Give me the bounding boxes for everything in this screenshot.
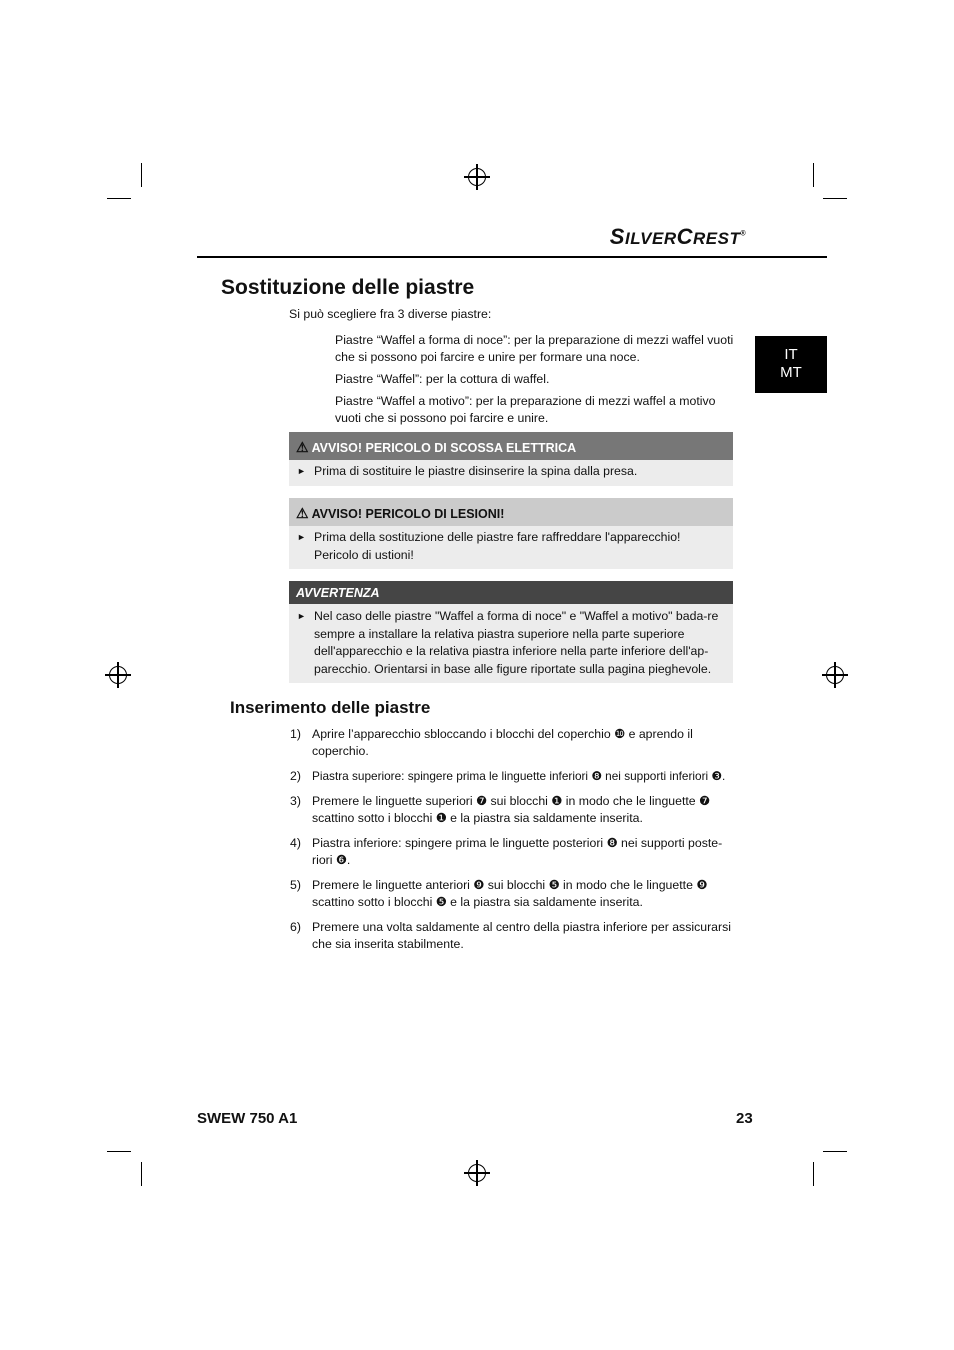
page-number: 23 xyxy=(736,1110,753,1127)
step-item: 6) Premere una volta saldamente al centro della piastra inferiore per assicurarsi che sia inserita stabilmente. xyxy=(290,920,731,951)
intro-text: Si può scegliere fra 3 diverse piastre: xyxy=(289,307,492,321)
option-text: Piastre “Waffel”: per la cottura di waffel. xyxy=(335,372,550,386)
step-item: 4) Piastra inferiore: spingere prima le linguette posteriori ❽ nei supporti poste-riori ❻. xyxy=(290,836,723,867)
crop-mark xyxy=(107,198,131,199)
crop-mark xyxy=(813,163,814,187)
step-item: 2) Piastra superiore: spingere prima le linguette inferiori ❽ nei supporti inferiori ❸. xyxy=(290,769,726,783)
warning-title: AVVISO! PERICOLO DI SCOSSA ELETTRICA xyxy=(311,441,577,455)
crop-mark xyxy=(107,1151,131,1152)
warning-text: Prima di sostituire le piastre disinserire la spina dalla presa. xyxy=(314,464,638,478)
crop-mark xyxy=(813,1162,814,1186)
note-box xyxy=(289,581,733,683)
section-title: Sostituzione delle piastre xyxy=(221,276,475,299)
registration-mark-icon xyxy=(468,1164,486,1182)
warning-title: AVVISO! PERICOLO DI LESIONI! xyxy=(311,507,505,521)
crop-mark xyxy=(823,1151,847,1152)
warning-text: Prima della sostituzione delle piastre fare raffreddare l'apparecchio! Pericolo di ustioni! xyxy=(314,530,681,562)
note-title: AVVERTENZA xyxy=(289,581,733,604)
silvercrest-logo: SILVERCREST® xyxy=(609,224,746,249)
crop-mark xyxy=(141,1162,142,1186)
arrow-bullet-icon: ► xyxy=(297,466,306,476)
warning-triangle-icon: ⚠ xyxy=(296,439,309,455)
step-item: 5) Premere le linguette anteriori ❾ sui blocchi ❺ in modo che le linguette ❾ scattino sotto i blocchi ❺ e la piastra sia saldamente inserita. xyxy=(290,878,708,909)
option-text: Piastre “Waffel a motivo”: per la preparazione di mezzi waffel a motivo vuoti che si possono poi farcire e unire. xyxy=(335,394,716,425)
crop-mark xyxy=(141,163,142,187)
model-name: SWEW 750 A1 xyxy=(197,1110,298,1127)
warning-box-injury xyxy=(289,498,733,569)
registration-mark-icon xyxy=(109,666,127,684)
note-text: Nel caso delle piastre "Waffel a forma di noce" e "Waffel a motivo" bada-re sempre a installare la relativa piastra superiore nella parte superiore dell'apparecchio e la relativa piastra inferiore nella parte inferiore dell'ap-parecchio. Orientarsi in base alle figure riportate sulla pagina pieghevole. xyxy=(314,609,719,676)
language-tab: IT MT xyxy=(755,336,827,393)
warning-triangle-icon: ⚠ xyxy=(296,505,309,521)
arrow-bullet-icon: ► xyxy=(297,611,306,621)
warning-box-electric xyxy=(289,432,733,486)
step-item: 1) Aprire l’apparecchio sbloccando i blocchi del coperchio ❿ e aprendo il coperchio. xyxy=(290,727,693,758)
registration-mark-icon xyxy=(468,168,486,186)
arrow-bullet-icon: ► xyxy=(297,532,306,542)
crop-mark xyxy=(823,198,847,199)
step-item: 3) Premere le linguette superiori ❼ sui blocchi ❶ in modo che le linguette ❼ scattino sotto i blocchi ❶ e la piastra sia saldamente inserita. xyxy=(290,794,711,825)
registration-mark-icon xyxy=(826,666,844,684)
subsection-title: Inserimento delle piastre xyxy=(230,698,431,717)
option-text: Piastre “Waffel a forma di noce”: per la preparazione di mezzi waffel vuoti che si possono poi farcire e unire per formare una noce. xyxy=(335,333,734,364)
header-rule xyxy=(197,256,827,258)
